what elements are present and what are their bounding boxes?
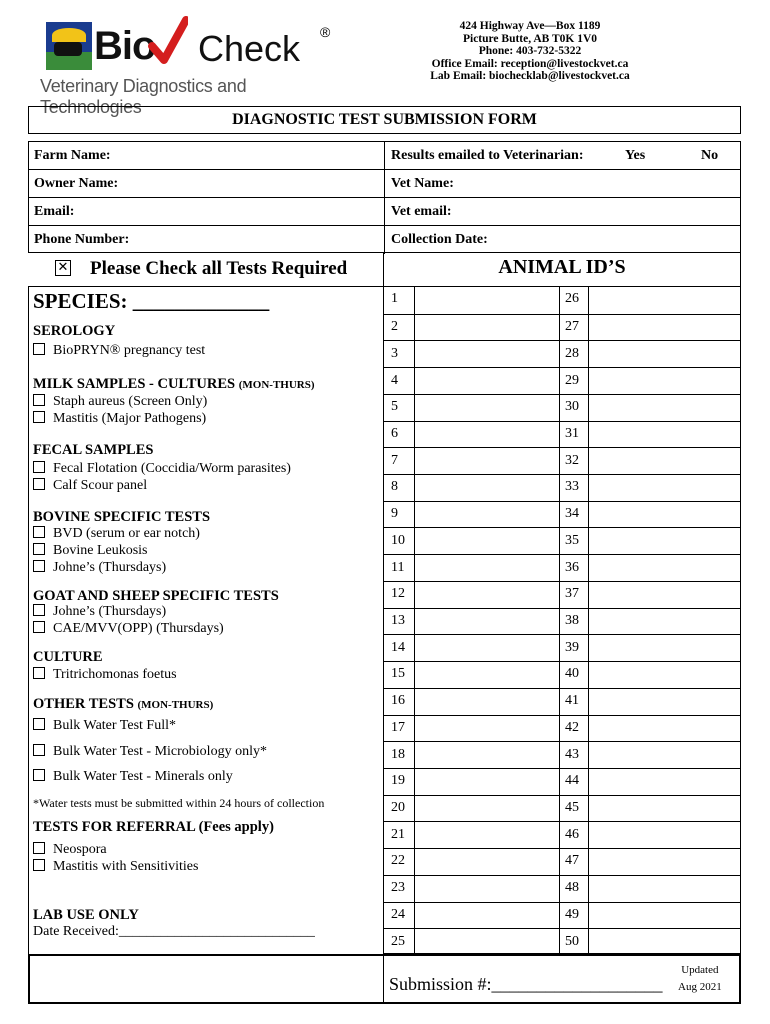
fecal-title: FECAL SAMPLES [33,442,154,458]
vet-email-field[interactable]: Vet email: [391,204,452,219]
test-label: Calf Scour panel [53,478,148,493]
checkbox[interactable] [33,411,45,423]
animal-number: 44 [565,773,579,789]
test-label: Mastitis with Sensitivities [53,859,199,874]
test-option[interactable] [33,543,148,559]
test-option[interactable] [33,461,291,477]
submission-number-field[interactable]: Submission #:___________________ [389,974,663,994]
updated-date [678,962,722,996]
test-option[interactable] [33,718,176,734]
animal-id-row[interactable] [384,314,740,341]
animal-id-row[interactable] [384,394,740,421]
yes-option[interactable]: Yes [625,148,646,163]
test-label: Neospora [53,842,107,857]
animal-number: 19 [391,773,405,789]
milk-title-text: MILK SAMPLES - CULTURES [33,376,236,392]
referral-title: TESTS FOR REFERRAL (Fees apply) [33,819,274,835]
test-label: Bulk Water Test Full* [53,718,176,733]
animal-number: 13 [391,612,405,628]
animal-number: 20 [391,800,405,816]
test-option[interactable] [33,859,198,875]
checkbox[interactable] [33,478,45,490]
updated-label: Updated [681,964,719,976]
animal-number: 16 [391,693,405,709]
milk-days: (MON-THURS) [238,379,315,391]
test-label: BVD (serum or ear notch) [53,526,200,541]
animal-number: 1 [391,291,398,307]
animal-id-row[interactable] [384,902,740,929]
test-label: Bovine Leukosis [53,543,148,558]
animal-number: 32 [565,452,579,468]
info-row [29,226,740,254]
test-label: Staph aureus (Screen Only) [53,394,208,409]
biocheck-logo [40,14,340,117]
animal-id-row[interactable] [384,741,740,768]
bovine-title: BOVINE SPECIFIC TESTS [33,509,211,525]
vet-name-field[interactable]: Vet Name: [391,176,454,191]
animal-number: 8 [391,479,398,495]
animal-number: 30 [565,399,579,415]
test-label: Johne’s (Thursdays) [53,604,167,619]
animal-number: 37 [565,586,579,602]
species-field[interactable]: SPECIES: _____________ [33,289,270,313]
collection-date-field[interactable]: Collection Date: [391,232,488,247]
test-option[interactable] [33,667,177,683]
animal-id-row[interactable] [384,474,740,501]
test-option[interactable] [33,526,200,542]
test-label: Johne’s (Thursdays) [53,560,167,575]
checkbox[interactable] [33,343,45,355]
test-option[interactable] [33,604,166,620]
updated-value: Aug 2021 [678,981,722,993]
checkbox[interactable] [33,461,45,473]
info-row [29,170,740,198]
animal-number: 5 [391,399,398,415]
animal-number: 3 [391,345,398,361]
animal-number: 7 [391,452,398,468]
email-field[interactable]: Email: [34,204,75,219]
animal-id-row[interactable] [384,768,740,795]
checkmark-icon [148,16,188,68]
goat-sheep-title: GOAT AND SHEEP SPECIFIC TESTS [33,588,279,604]
results-emailed-label: Results emailed to Veterinarian: [391,148,584,163]
test-label: Mastitis (Major Pathogens) [53,411,207,426]
farm-name-field[interactable]: Farm Name: [34,148,111,163]
animal-number: 33 [565,479,579,495]
test-option[interactable] [33,621,224,637]
logo-check-text: Check [198,28,301,69]
checkbox[interactable] [33,604,45,616]
animal-id-row[interactable] [384,634,740,661]
animal-id-row[interactable] [384,581,740,608]
animal-number: 48 [565,880,579,896]
animal-id-row[interactable] [384,848,740,875]
phone-number-field[interactable]: Phone Number: [34,232,130,247]
other-tests-title [33,696,213,713]
animal-number: 23 [391,880,405,896]
test-label: Bulk Water Test - Minerals only [53,769,233,784]
checkbox[interactable] [33,621,45,633]
animal-number: 27 [565,319,579,335]
animal-number: 41 [565,693,579,709]
animal-number: 4 [391,372,398,388]
animal-number: 6 [391,425,398,441]
animal-number: 39 [565,639,579,655]
logo-subtitle: Veterinary Diagnostics and Technologies [40,76,247,117]
test-label: BioPRYN® pregnancy test [53,343,206,358]
animal-number: 45 [565,800,579,816]
animal-number: 25 [391,933,405,949]
animal-number: 31 [565,425,579,441]
culture-title: CULTURE [33,649,103,665]
test-option[interactable] [33,394,207,410]
animal-id-row[interactable] [384,554,740,581]
lab-use-title: LAB USE ONLY [33,907,139,923]
info-row [29,198,740,226]
animal-number: 40 [565,666,579,682]
owner-name-field[interactable]: Owner Name: [34,176,119,191]
logo-name: Bio [94,24,156,68]
test-label: Tritrichomonas foetus [53,667,177,682]
water-test-note: *Water tests must be submitted within 24 hours of collection [33,796,325,810]
animal-id-row[interactable] [384,340,740,367]
animal-number: 35 [565,532,579,548]
checkbox[interactable] [33,859,45,871]
test-option[interactable] [33,842,107,858]
no-option[interactable]: No [701,148,719,163]
animal-number: 11 [391,559,405,575]
animal-id-row[interactable] [384,527,740,554]
serology-title: SEROLOGY [33,323,116,339]
animal-id-row[interactable] [384,501,740,528]
checkbox[interactable] [33,769,45,781]
test-label: Bulk Water Test - Microbiology only* [53,744,267,759]
phone-line: Phone: 403-732-5322 [478,45,582,57]
animal-number: 26 [565,291,579,307]
animal-number: 49 [565,906,579,922]
checkbox[interactable] [33,394,45,406]
footer-divider [383,954,384,1004]
animal-number: 12 [391,586,405,602]
animal-id-row[interactable] [384,447,740,474]
animal-number: 9 [391,506,398,522]
checkbox[interactable] [33,543,45,555]
animal-number: 46 [565,826,579,842]
animal-id-row[interactable] [384,715,740,742]
animal-id-row[interactable] [384,795,740,822]
tests-required-heading: Please Check all Tests Required [90,258,348,279]
animal-number: 38 [565,612,579,628]
form-title: DIAGNOSTIC TEST SUBMISSION FORM [28,106,741,134]
animal-number: 24 [391,906,405,922]
date-received-field[interactable]: Date Received:____________________________ [33,924,315,939]
animal-number: 50 [565,933,579,949]
test-option[interactable] [33,343,205,359]
animal-number: 22 [391,853,405,869]
test-label: Fecal Flotation (Coccidia/Worm parasites) [53,461,291,476]
animal-number: 42 [565,719,579,735]
lab-email-line: Lab Email: biochecklab@livestockvet.ca [430,70,630,82]
registered-mark: ® [320,24,331,40]
test-option[interactable] [33,744,267,760]
test-option[interactable] [33,560,166,576]
other-title-text: OTHER TESTS [33,696,134,712]
animal-number: 21 [391,826,405,842]
animal-number: 34 [565,506,579,522]
checkbox[interactable] [33,667,45,679]
animal-number: 15 [391,666,405,682]
animal-id-row[interactable] [384,928,740,955]
animal-ids-heading: ANIMAL ID’S [498,256,626,278]
animal-id-table [383,286,741,954]
animal-id-row[interactable] [384,367,740,394]
animal-number: 10 [391,532,405,548]
address-line: Picture Butte, AB T0K 1V0 [462,32,598,45]
animal-number: 36 [565,559,579,575]
test-option[interactable] [33,411,206,427]
farm-scene-icon [46,22,92,70]
other-days: (MON-THURS) [137,699,214,711]
client-info-grid [28,141,741,253]
animal-number: 43 [565,746,579,762]
milk-title [33,376,315,393]
office-email-line: Office Email: reception@livestockvet.ca [431,57,629,70]
checkbox[interactable] [33,842,45,854]
animal-id-row[interactable] [384,661,740,688]
info-row [29,142,740,170]
animal-number: 28 [565,345,579,361]
animal-id-row[interactable] [384,821,740,848]
test-option[interactable] [33,769,233,785]
animal-number: 47 [565,853,579,869]
test-option[interactable] [33,478,147,494]
checked-box-icon: ✕ [55,260,71,276]
animal-id-row[interactable] [384,608,740,635]
checkbox[interactable] [33,744,45,756]
animal-id-row[interactable] [384,875,740,902]
checkbox[interactable] [33,560,45,572]
animal-id-row[interactable] [384,688,740,715]
animal-id-row[interactable] [384,421,740,448]
address-line: 424 Highway Ave—Box 1189 [459,20,601,32]
animal-id-row[interactable] [384,287,740,314]
test-label: CAE/MVV(OPP) (Thursdays) [53,621,224,636]
animal-number: 18 [391,746,405,762]
checkbox[interactable] [33,526,45,538]
lab-address [410,20,650,83]
animal-number: 2 [391,319,398,335]
animal-number: 29 [565,372,579,388]
animal-number: 14 [391,639,405,655]
animal-number: 17 [391,719,405,735]
checkbox[interactable] [33,718,45,730]
